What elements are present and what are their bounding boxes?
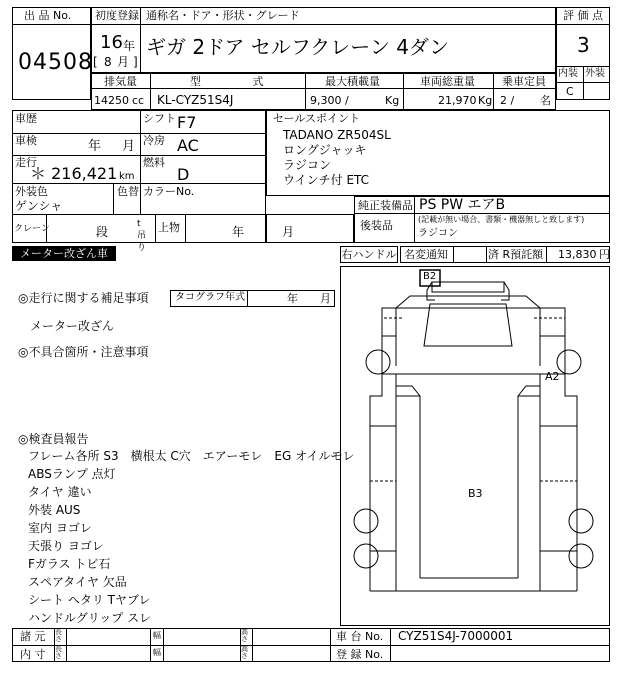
inspection-year-unit: 年 xyxy=(88,139,102,154)
ac-label: 冷房 xyxy=(143,134,165,147)
sales-points-label: セールスポイント xyxy=(273,112,361,125)
oem-equipment: PS PW エアB xyxy=(419,197,506,213)
lot-number: 04508 xyxy=(18,50,93,75)
displacement-label: 排気量 xyxy=(104,75,137,88)
shift-label: シフト xyxy=(143,112,176,125)
length-label-1: 長さ xyxy=(55,628,62,643)
defects-label: ◎不具合箇所・注意事項 xyxy=(18,345,149,359)
sales-point-3: ラジコン xyxy=(283,158,332,172)
capacity-unit: 名 xyxy=(540,94,551,107)
inspector-line-4: 外装 AUS xyxy=(28,503,81,517)
interior-grade: C xyxy=(566,85,574,98)
model-name: ギガ 2ドア セルフクレーン 4ダン xyxy=(146,35,450,59)
tachograph-year-unit: 年 xyxy=(287,292,298,305)
first-registration-label: 初度登録 xyxy=(95,9,139,22)
upper-month-cell xyxy=(266,214,354,243)
registration-number-label: 登 録 No. xyxy=(336,648,384,661)
capacity-label: 乗車定員 xyxy=(502,75,546,88)
lot-number-label: 出 品 No. xyxy=(24,9,72,22)
registration-year-unit: 年 xyxy=(123,39,136,53)
capacity-value: 2 / xyxy=(500,94,515,107)
odometer-tamper-badge: メーター改ざん車 xyxy=(12,246,116,261)
fuel-value: D xyxy=(177,165,190,184)
inspector-line-2: ABSランプ 点灯 xyxy=(28,467,116,481)
crane-tonnage-label: t 吊り xyxy=(137,219,147,253)
max-load-label: 最大積載量 xyxy=(325,75,380,88)
damage-mark-b3: B3 xyxy=(468,487,483,500)
ac-value: AC xyxy=(177,136,199,155)
oem-equipment-label: 純正装備品 xyxy=(358,199,413,212)
tachograph-month-unit: 月 xyxy=(320,292,331,305)
aftermarket-value: ラジコン xyxy=(418,228,458,239)
crane-label: クレーン xyxy=(14,224,50,234)
aftermarket-label: 後装品 xyxy=(360,219,393,232)
chassis-number-label: 車 台 No. xyxy=(336,630,384,643)
upper-body-label: 上物 xyxy=(158,221,180,234)
width-label-2: 幅 xyxy=(153,648,161,657)
registration-month-bracket-open: [ xyxy=(93,55,98,69)
upper-month-unit: 月 xyxy=(282,225,295,239)
color-number-label: カラーNo. xyxy=(143,185,195,198)
inspector-line-10: ハンドルグリップ スレ xyxy=(28,611,152,625)
upper-year-unit: 年 xyxy=(232,225,245,239)
inspector-line-7: Fガラス トビ石 xyxy=(28,557,111,571)
inspection-label: 車検 xyxy=(15,134,37,147)
right-hand-drive-box: 右ハンドル xyxy=(341,248,397,261)
model-type-label: 型 式 xyxy=(190,75,288,88)
recycle-label: 済 R預託額 xyxy=(488,248,544,261)
registration-month: 8 xyxy=(104,55,112,69)
recycle-unit: 円 xyxy=(599,248,610,261)
color-change-label: 色替 xyxy=(117,185,139,198)
max-load-value: 9,300 / xyxy=(310,94,349,107)
chassis-number: CYZ51S4J-7000001 xyxy=(398,629,514,643)
inspector-line-8: スペアタイヤ 欠品 xyxy=(28,575,127,589)
driving-notes-label: ◎走行に関する補足事項 xyxy=(18,291,149,305)
mileage-unit: km xyxy=(119,171,135,182)
damage-mark-b2: B2 xyxy=(423,271,437,282)
mileage-label: 走行 xyxy=(15,156,37,169)
name-change-label: 名変通知 xyxy=(404,248,448,261)
mileage-value: ＊ 216,421 xyxy=(30,164,118,183)
truck-outline-diagram xyxy=(340,266,610,626)
shift-value: F7 xyxy=(177,113,197,132)
crane-stage-label: 段 xyxy=(96,225,109,239)
score-label: 評 価 点 xyxy=(563,9,603,22)
inspector-line-1: フレーム各所 S3 横根太 C穴 エアーモレ EG オイルモレ xyxy=(28,449,355,463)
gross-weight-label: 車両総重量 xyxy=(420,75,475,88)
inspection-month-unit: 月 xyxy=(122,139,136,154)
registration-year: 16 xyxy=(100,32,123,53)
tachograph-label: タコグラフ年式 xyxy=(175,292,245,303)
color-value: ゲンシャ xyxy=(15,199,63,213)
driving-note: メーター改ざん xyxy=(30,319,115,333)
history-label: 車歴 xyxy=(15,112,37,125)
specs-row-label: 諸 元 xyxy=(20,630,46,643)
sales-point-2: ロングジャッキ xyxy=(283,143,367,157)
gross-weight-value: 21,970 xyxy=(438,94,477,107)
displacement-unit: cc xyxy=(132,94,145,107)
recycle-amount: 13,830 xyxy=(558,248,597,261)
interior-grade-label: 内装 xyxy=(558,68,578,79)
gross-weight-unit: Kg xyxy=(478,94,493,107)
height-label-1: 高さ xyxy=(241,628,248,643)
fuel-label: 燃料 xyxy=(143,156,165,169)
score-value: 3 xyxy=(577,33,590,57)
length-label-2: 長さ xyxy=(55,645,62,660)
inspector-line-6: 天張り ヨゴレ xyxy=(28,539,104,553)
exterior-grade-label: 外装 xyxy=(585,68,605,79)
model-type-value: KL-CYZ51S4J xyxy=(157,93,234,107)
inspector-line-5: 室内 ヨゴレ xyxy=(28,521,92,535)
model-name-label: 通称名・ドア・形状・グレード xyxy=(146,9,300,22)
sales-point-4: ウインチ付 ETC xyxy=(283,173,370,187)
damage-mark-a2: A2 xyxy=(545,370,560,383)
inspector-line-3: タイヤ 違い xyxy=(28,485,92,499)
aftermarket-note: (記載が無い場合、書類・機器無しと致します) xyxy=(418,215,585,224)
width-label-1: 幅 xyxy=(153,631,161,640)
displacement-value: 14250 xyxy=(94,94,129,107)
inspector-line-9: シート ヘタリ Tヤブレ xyxy=(28,593,151,607)
sales-point-1: TADANO ZR504SL xyxy=(283,128,391,142)
max-load-unit: Kg xyxy=(385,94,400,107)
inner-dimensions-label: 内 寸 xyxy=(20,648,46,661)
height-label-2: 高さ xyxy=(241,645,248,660)
registration-month-unit: 月 xyxy=(117,55,130,69)
inspector-report-label: ◎検査員報告 xyxy=(18,432,89,446)
registration-month-bracket-close: ] xyxy=(133,55,138,69)
color-label: 外装色 xyxy=(15,185,48,198)
